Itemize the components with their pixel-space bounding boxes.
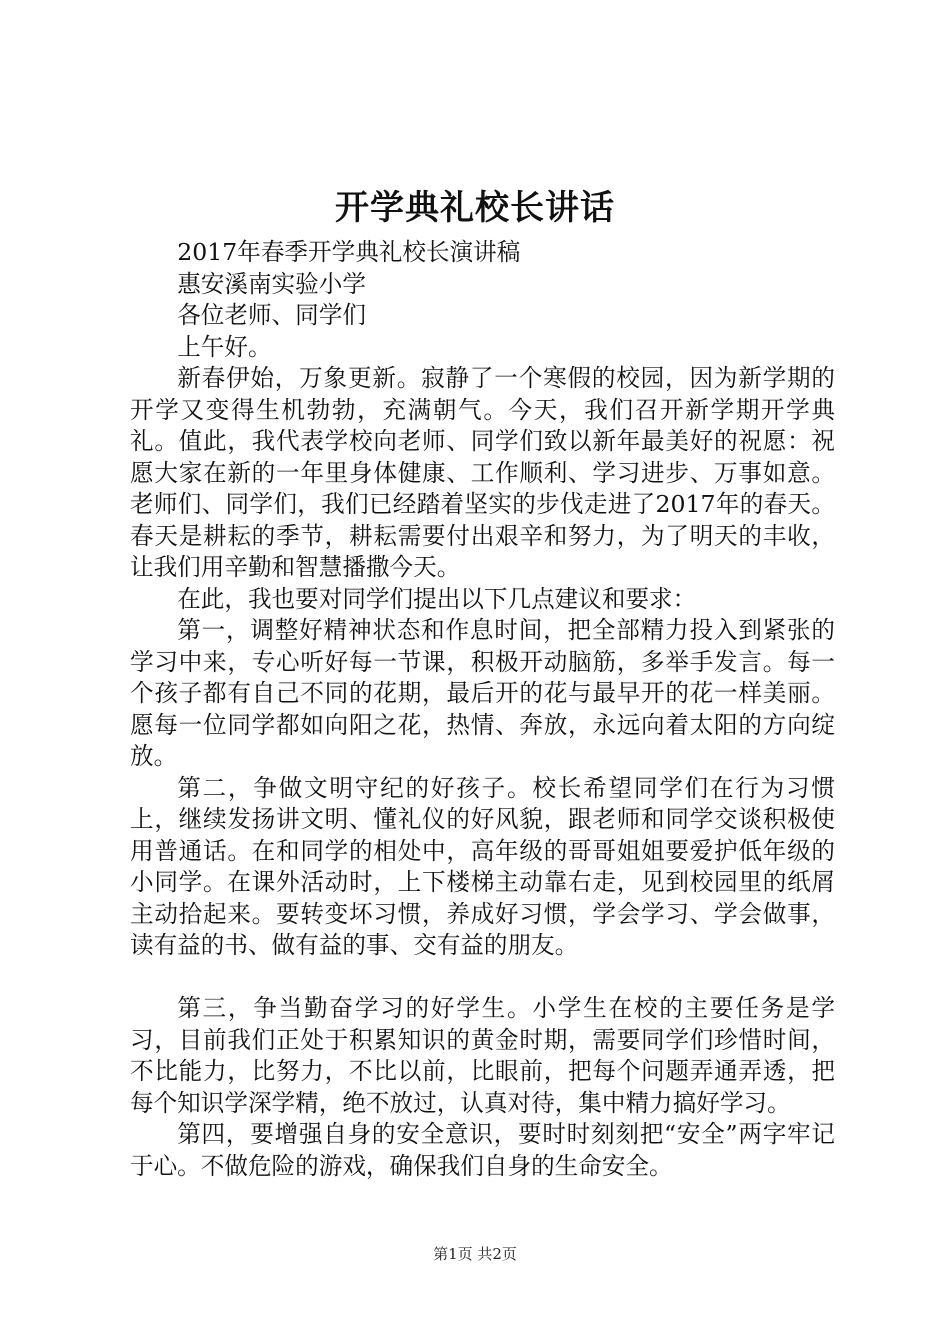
document-body: [130, 237, 835, 1182]
paragraph-point-four: 第四，要增强自身的安全意识，要时时刻刻把“安全”两字牢记于心。不做危险的游戏，确保我们自身的生命安全。: [130, 1120, 835, 1180]
paragraph-intro-requirements: 在此，我也要对同学们提出以下几点建议和要求：: [177, 584, 697, 613]
document-title: 开学典礼校长讲话: [335, 188, 615, 228]
greeting-line: 上午好。: [177, 332, 272, 361]
paragraph-point-three: 第三，争当勤奋学习的好学生。小学生在校的主要任务是学习，目前我们正处于积累知识的黄金时期，需要同学们珍惜时间，不比能力，比努力，不比以前，比眼前，把每个问题弄通弄透，把每个知识学深学精，绝不放过，认真对待，集中精力搞好学习。: [130, 994, 835, 1117]
paragraph-point-one: 第一，调整好精神状态和作息时间，把全部精力投入到紧张的学习中来，专心听好每一节课，积极开动脑筋，多举手发言。每一个孩子都有自己不同的花期，最后开的花与最早开的花一样美丽。愿每一位同学都如向阳之花，热情、奔放，永远向着太阳的方向绽放。: [130, 616, 835, 770]
page-number-footer: 第1页 共2页: [433, 1245, 517, 1263]
salutation-line: 各位老师、同学们: [177, 301, 366, 329]
paragraph-point-two: 第二，争做文明守纪的好孩子。校长希望同学们在行为习惯上，继续发扬讲文明、懂礼仪的好风貌，跟老师和同学交谈积极使用普通话。在和同学的相处中，高年级的哥哥姐姐要爱护低年级的小同学。在课外活动时，上下楼梯主动靠右走，见到校园里的纸屑主动拾起来。要转变坏习惯，养成好习惯，学会学习、学会做事，读有益的书、做有益的事、交有益的朋友。: [130, 773, 835, 959]
school-name-line: 惠安溪南实验小学: [177, 269, 366, 298]
speech-heading-line: 2017年春季开学典礼校长演讲稿: [177, 238, 521, 266]
paragraph-opening: 新春伊始，万象更新。寂静了一个寒假的校园，因为新学期的开学又变得生机勃勃，充满朝气。今天，我们召开新学期开学典礼。值此，我代表学校向老师、同学们致以新年最美好的祝愿：祝愿大家在新的一年里身体健康、工作顺利、学习进步、万事如意。老师们、同学们，我们已经踏着坚实的步伐走进了2017年的春天。春天是耕耘的季节，耕耘需要付出艰辛和努力，为了明天的丰收，让我们用辛勤和智慧播撒今天。: [130, 364, 835, 581]
